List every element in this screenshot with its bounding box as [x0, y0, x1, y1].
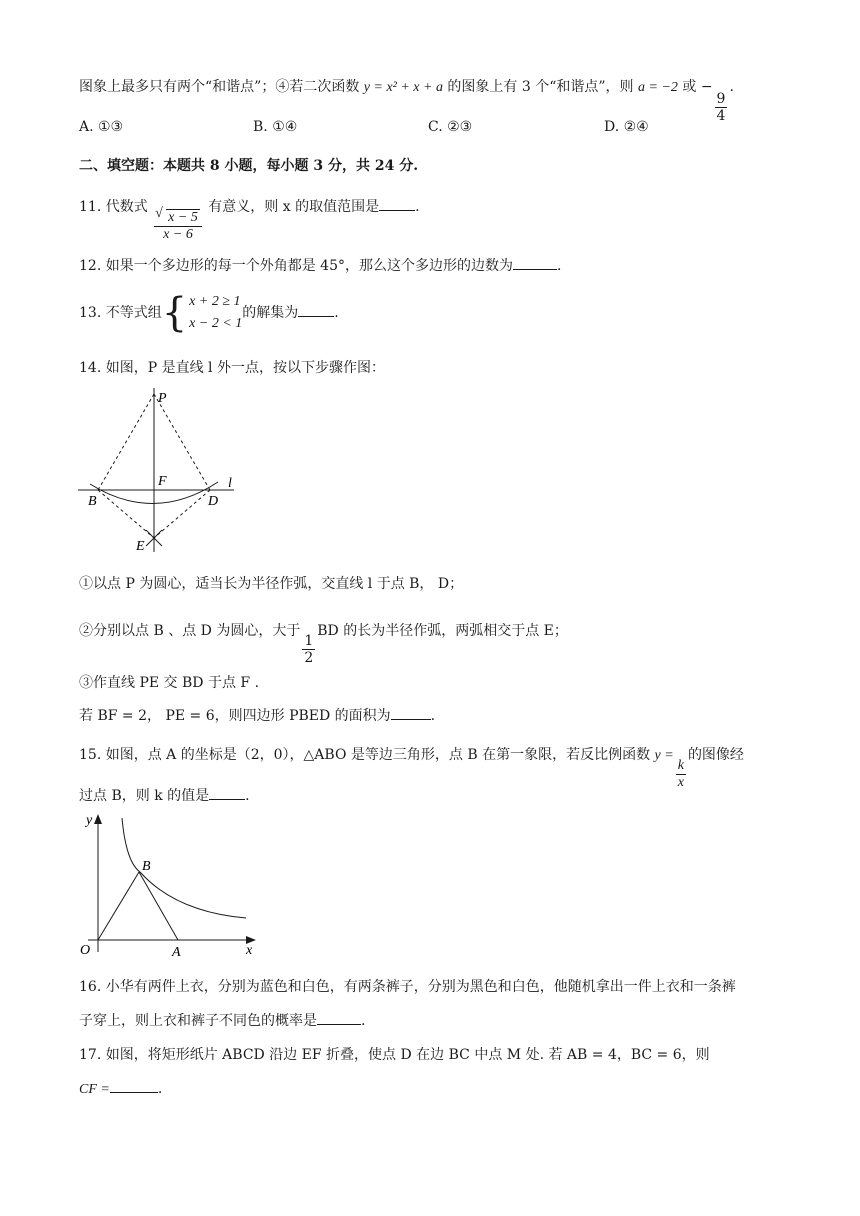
answer-blank	[379, 198, 415, 211]
q14-step-1: ①以点 P 为圆心，适当长为半径作弧，交直线 l 于点 B， D；	[79, 576, 464, 592]
q14-condition: 若 BF = 2， PE = 6，则四边形 PBED 的面积为 .	[79, 708, 436, 724]
segment-pb	[98, 394, 154, 490]
segment-be	[98, 490, 154, 538]
label-b: B	[142, 859, 151, 874]
q10-or: 或	[682, 79, 697, 95]
label-e: E	[136, 539, 145, 554]
q10-condition: a = −2	[638, 80, 678, 95]
label-d: D	[208, 494, 219, 509]
q15-fraction: $\frac{k}{x}$	[677, 758, 684, 790]
label-f: F	[158, 474, 167, 489]
segment-ob	[98, 872, 139, 940]
q14-step-2: ②分别以点 B 、点 D 为圆心，大于 $\frac{1}{2}$ BD 的长为半径作弧，两弧相交于点 E；	[79, 623, 568, 666]
answer-blank	[391, 707, 431, 720]
question-15-line-2: 过点 B，则 k 的值是 .	[79, 788, 250, 804]
q10-text-2: 的图象上有 3 个“和谐点”，则	[447, 79, 634, 95]
q14-step-3: ③作直线 PE 交 BD 于点 F .	[79, 675, 260, 691]
q14-figure	[76, 384, 236, 556]
y-axis-arrow	[94, 814, 102, 824]
q10-text: 图象上最多只有两个“和谐点”；④若二次函数	[79, 79, 360, 95]
segment-de	[154, 490, 210, 538]
answer-blank	[513, 257, 557, 270]
question-17-line-1: 17. 如图，将矩形纸片 ABCD 沿边 EF 折叠，使点 D 在边 BC 中点 M 处. 若 AB = 4，BC = 6，则	[79, 1047, 710, 1063]
label-a: A	[172, 945, 181, 960]
q14-half-fraction: $\frac{1}{2}$	[304, 633, 314, 666]
q10-neg-sign: −	[700, 79, 713, 95]
label-x: x	[246, 943, 253, 958]
q15-figure	[76, 812, 260, 960]
q10-fraction: $\frac{9}{4}$	[716, 91, 726, 124]
label-l: l	[228, 476, 232, 491]
answer-blank	[298, 304, 334, 317]
answer-blank	[110, 1080, 158, 1093]
hyperbola-curve	[122, 818, 246, 918]
label-b: B	[88, 494, 97, 509]
question-12: 12. 如果一个多边形的每一个外角都是 45°，那么这个多边形的边数为 .	[79, 258, 562, 274]
option-c: C. ②③	[428, 119, 473, 135]
label-p: P	[158, 391, 167, 406]
question-11: 11. 代数式 √ $\frac{x - 5}{x - 6}$ 有意义，则 x 的取值范围是 .	[79, 196, 820, 243]
section-heading: 二、填空题：本题共 8 小题，每小题 3 分，共 24 分.	[79, 158, 419, 174]
q13-inequality-system: { x + 2 ≥ 1 x − 2 < 1	[161, 290, 243, 336]
q11-fraction: √ $\frac{x - 5}{x - 6}$	[154, 209, 202, 243]
option-b: B. ①④	[253, 119, 298, 135]
question-13: 13. 不等式组 { x + 2 ≥ 1 x − 2 < 1 的解集为 .	[79, 290, 339, 336]
q10-continuation: 图象上最多只有两个“和谐点”；④若二次函数 y = x² + x + a 的图象上有 3 个“和谐点”，则 a = −2 或 − $\frac{9}{4}$ .	[79, 79, 734, 124]
option-d: D. ②④	[604, 119, 649, 135]
label-o: O	[80, 943, 91, 958]
question-16-line-2: 子穿上，则上衣和裤子不同色的概率是 .	[79, 1013, 366, 1029]
answer-blank	[209, 787, 245, 800]
label-y: y	[86, 813, 93, 828]
question-14-intro: 14. 如图，P 是直线 l 外一点，按以下步骤作图：	[79, 360, 385, 376]
question-16-line-1: 16. 小华有两件上衣，分别为蓝色和白色，有两条裤子，分别为黑色和白色，他随机拿出一件上衣和一条裤	[79, 979, 736, 995]
q10-function-expr: y = x² + x + a	[363, 80, 443, 95]
segment-ba	[139, 872, 178, 940]
answer-blank	[317, 1012, 361, 1025]
option-a: A. ①③	[79, 119, 124, 135]
question-17-line-2: CF = .	[79, 1081, 163, 1097]
question-15-line-1: 15. 如图，点 A 的坐标是（2，0），△ABO 是等边三角形，点 B 在第一象限，若反比例函数 y = $\frac{k}{x}$ 的图像经	[79, 747, 744, 790]
